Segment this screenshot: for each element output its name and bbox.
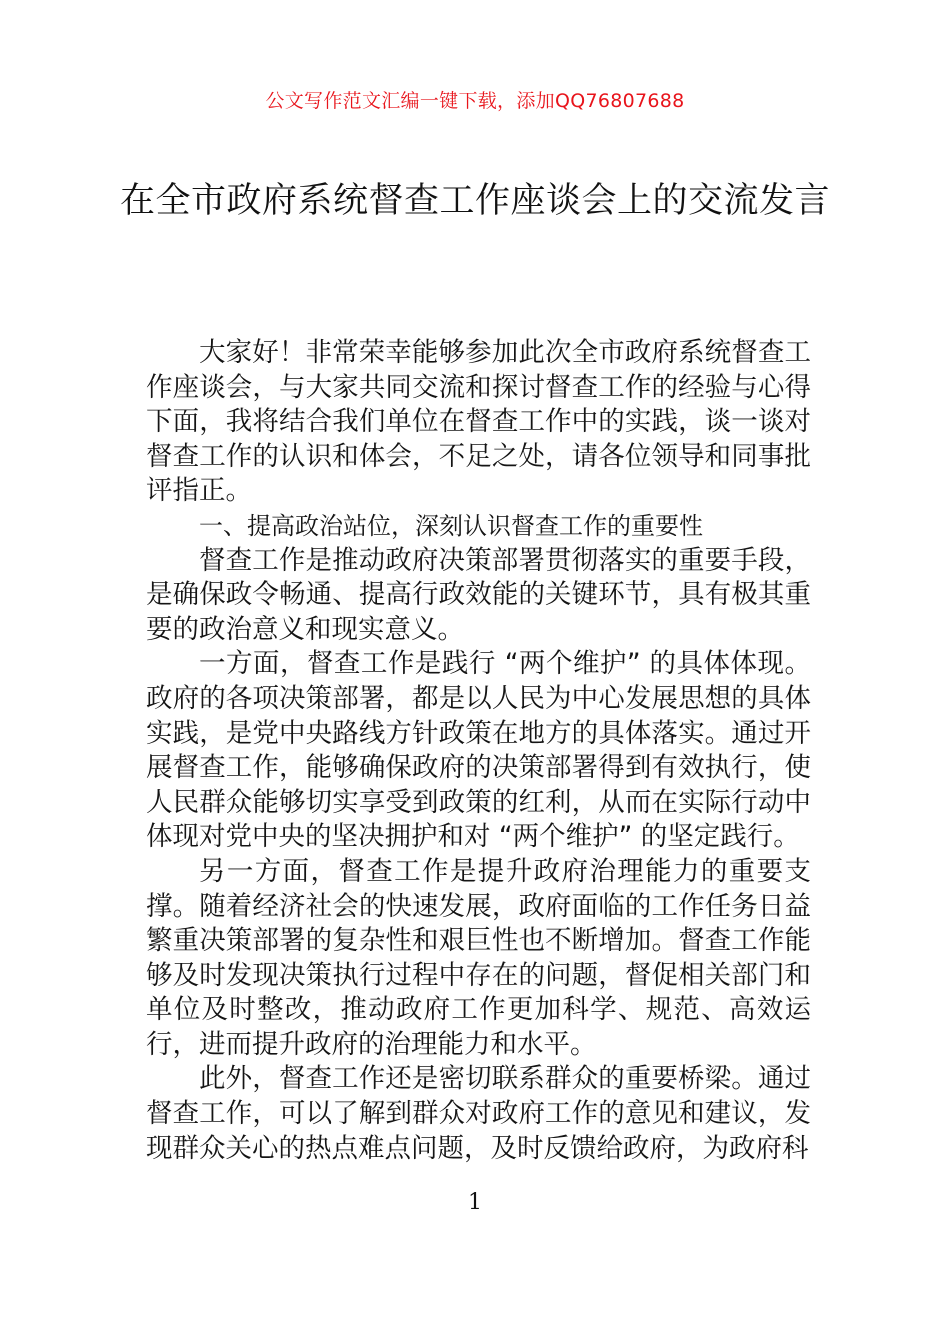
page-number: 1	[468, 1190, 482, 1215]
paragraph-greeting: 大家好！非常荣幸能够参加此次全市政府系统督查工作座谈会，与大家共同交流和探讨督查工作的经验与心得下面，我将结合我们单位在督查工作中的实践，谈一谈对督查工作的认识和体会，不足之处，请各位领导和同事批评指正。	[146, 337, 811, 507]
paragraph-governance: 另一方面，督查工作是提升政府治理能力的重要支撑。随着经济社会的快速发展，政府面临的工作任务日益繁重决策部署的复杂性和艰巨性也不断增加。督查工作能够及时发现决策执行过程中存在的问题，督促相关部门和单位及时整改，推动政府工作更加科学、规范、高效运行，进而提升政府的治理能力和水平。	[146, 855, 811, 1060]
paragraph-two-safeguards: 一方面，督查工作是践行 “两个维护” 的具体体现。政府的各项决策部署，都是以人民为中心发展思想的具体实践，是党中央路线方针政策在地方的具体落实。通过开展督查工作，能够确保政府的决策部署得到有效执行，使人民群众能够切实享受到政策的红利，从而在实际行动中体现对党中央的坚决拥护和对 “两个维护” 的坚定践行。	[146, 648, 811, 853]
paragraph-masses: 此外，督查工作还是密切联系群众的重要桥梁。通过督查工作，可以了解到群众对政府工作的意见和建议，发现群众关心的热点难点问题，及时反馈给政府，为政府科	[146, 1063, 811, 1164]
section-heading-1: 一、提高政治站位，深刻认识督查工作的重要性	[199, 511, 703, 540]
document-title: 在全市政府系统督查工作座谈会上的交流发言	[120, 181, 831, 221]
document-body	[146, 336, 811, 1166]
download-banner: 公文写作范文汇编一键下载，添加QQ76807688	[265, 90, 685, 112]
paragraph-importance: 督查工作是推动政府决策部署贯彻落实的重要手段，是确保政令畅通、提高行政效能的关键环节，具有极其重要的政治意义和现实意义。	[146, 544, 811, 645]
